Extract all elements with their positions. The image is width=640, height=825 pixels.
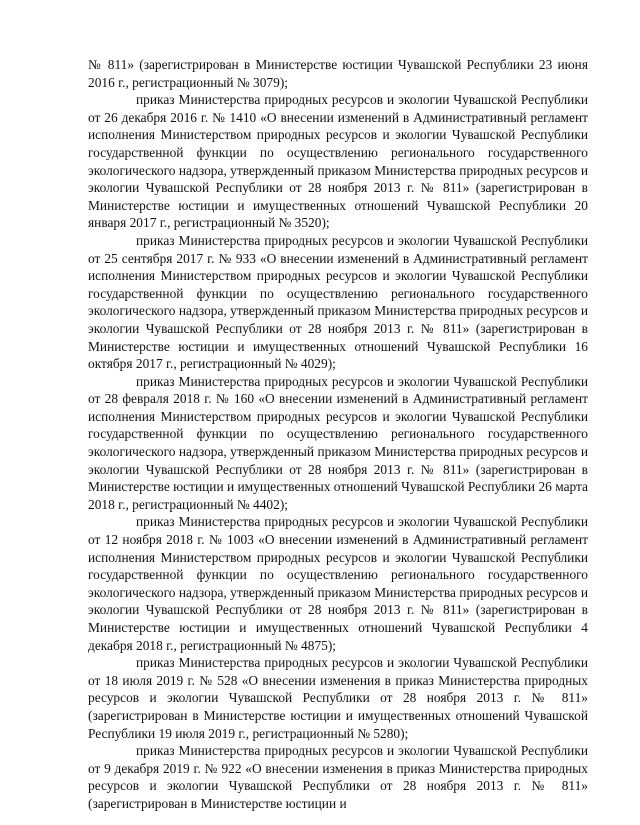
paragraph-order-922: приказ Министерства природных ресурсов и экологии Чувашской Республики от 9 декабря 2019 г. № 922 «О внесении изменения в приказ Министерства природных ресурсов и экологии Чувашской Республики от 28 ноября 2013 г. № 811» (зарегистрирован в Министерстве юстиции и: [88, 743, 588, 811]
paragraph-continuation: № 811» (зарегистрирован в Министерстве юстиции Чувашской Республики 23 июня 2016 г., регистрационный № 3079);: [88, 57, 588, 90]
paragraph-order-933: приказ Министерства природных ресурсов и экологии Чувашской Республики от 25 сентября 2017 г. № 933 «О внесении изменений в Административный регламент исполнения Министерством природных ресурсов и экологии Чувашской Республики государственной функции по осуществлению регионального государственного экологического надзора, утвержденный приказом Министерства природных ресурсов и экологии Чувашской Республики от 28 ноября 2013 г. № 811» (зарегистрирован в Министерстве юстиции и имущественных отношений Чувашской Республики 16 октября 2017 г., регистрационный № 4029);: [88, 232, 588, 372]
paragraph-order-1003: приказ Министерства природных ресурсов и экологии Чувашской Республики от 12 ноября 2018 г. № 1003 «О внесении изменений в Административный регламент исполнения Министерством природных ресурсов и экологии Чувашской Республики государственной функции по осуществлению регионального государственного экологического надзора, утвержденный приказом Министерства природных ресурсов и экологии Чувашской Республики от 28 ноября 2013 г. № 811» (зарегистрирован в Министерстве юстиции и имущественных отношений Чувашской Республики 4 декабря 2018 г., регистрационный № 4875);: [88, 514, 588, 653]
paragraph-order-1410: приказ Министерства природных ресурсов и экологии Чувашской Республики от 26 декабря 2016 г. № 1410 «О внесении изменений в Административный регламент исполнения Министерством природных ресурсов и экологии Чувашской Республики государственной функции по осуществлению регионального государственного экологического надзора, утвержденный приказом Министерства природных ресурсов и экологии Чувашской Республики от 28 ноября 2013 г. № 811» (зарегистрирован в Министерстве юстиции и имущественных отношений Чувашской Республики 20 января 2017 г., регистрационный № 3520);: [88, 92, 588, 231]
paragraph-order-528: приказ Министерства природных ресурсов и экологии Чувашской Республики от 18 июля 2019 г. № 528 «О внесении изменения в приказ Министерства природных ресурсов и экологии Чувашской Республики от 28 ноября 2013 г. № 811» (зарегистрирован в Министерстве юстиции и имущественных отношений Чувашской Республики 19 июля 2019 г., регистрационный № 5280);: [88, 655, 588, 741]
document-body: [88, 56, 588, 813]
paragraph-order-160: приказ Министерства природных ресурсов и экологии Чувашской Республики от 28 февраля 2018 г. № 160 «О внесении изменений в Административный регламент исполнения Министерством природных ресурсов и экологии Чувашской Республики государственной функции по осуществлению регионального государственного экологического надзора, утвержденный приказом Министерства природных ресурсов и экологии Чувашской Республики от 28 ноября 2013 г. № 811» (зарегистрирован в Министерстве юстиции и имущественных отношений Чувашской Республики 26 марта 2018 г., регистрационный № 4402);: [88, 373, 588, 512]
